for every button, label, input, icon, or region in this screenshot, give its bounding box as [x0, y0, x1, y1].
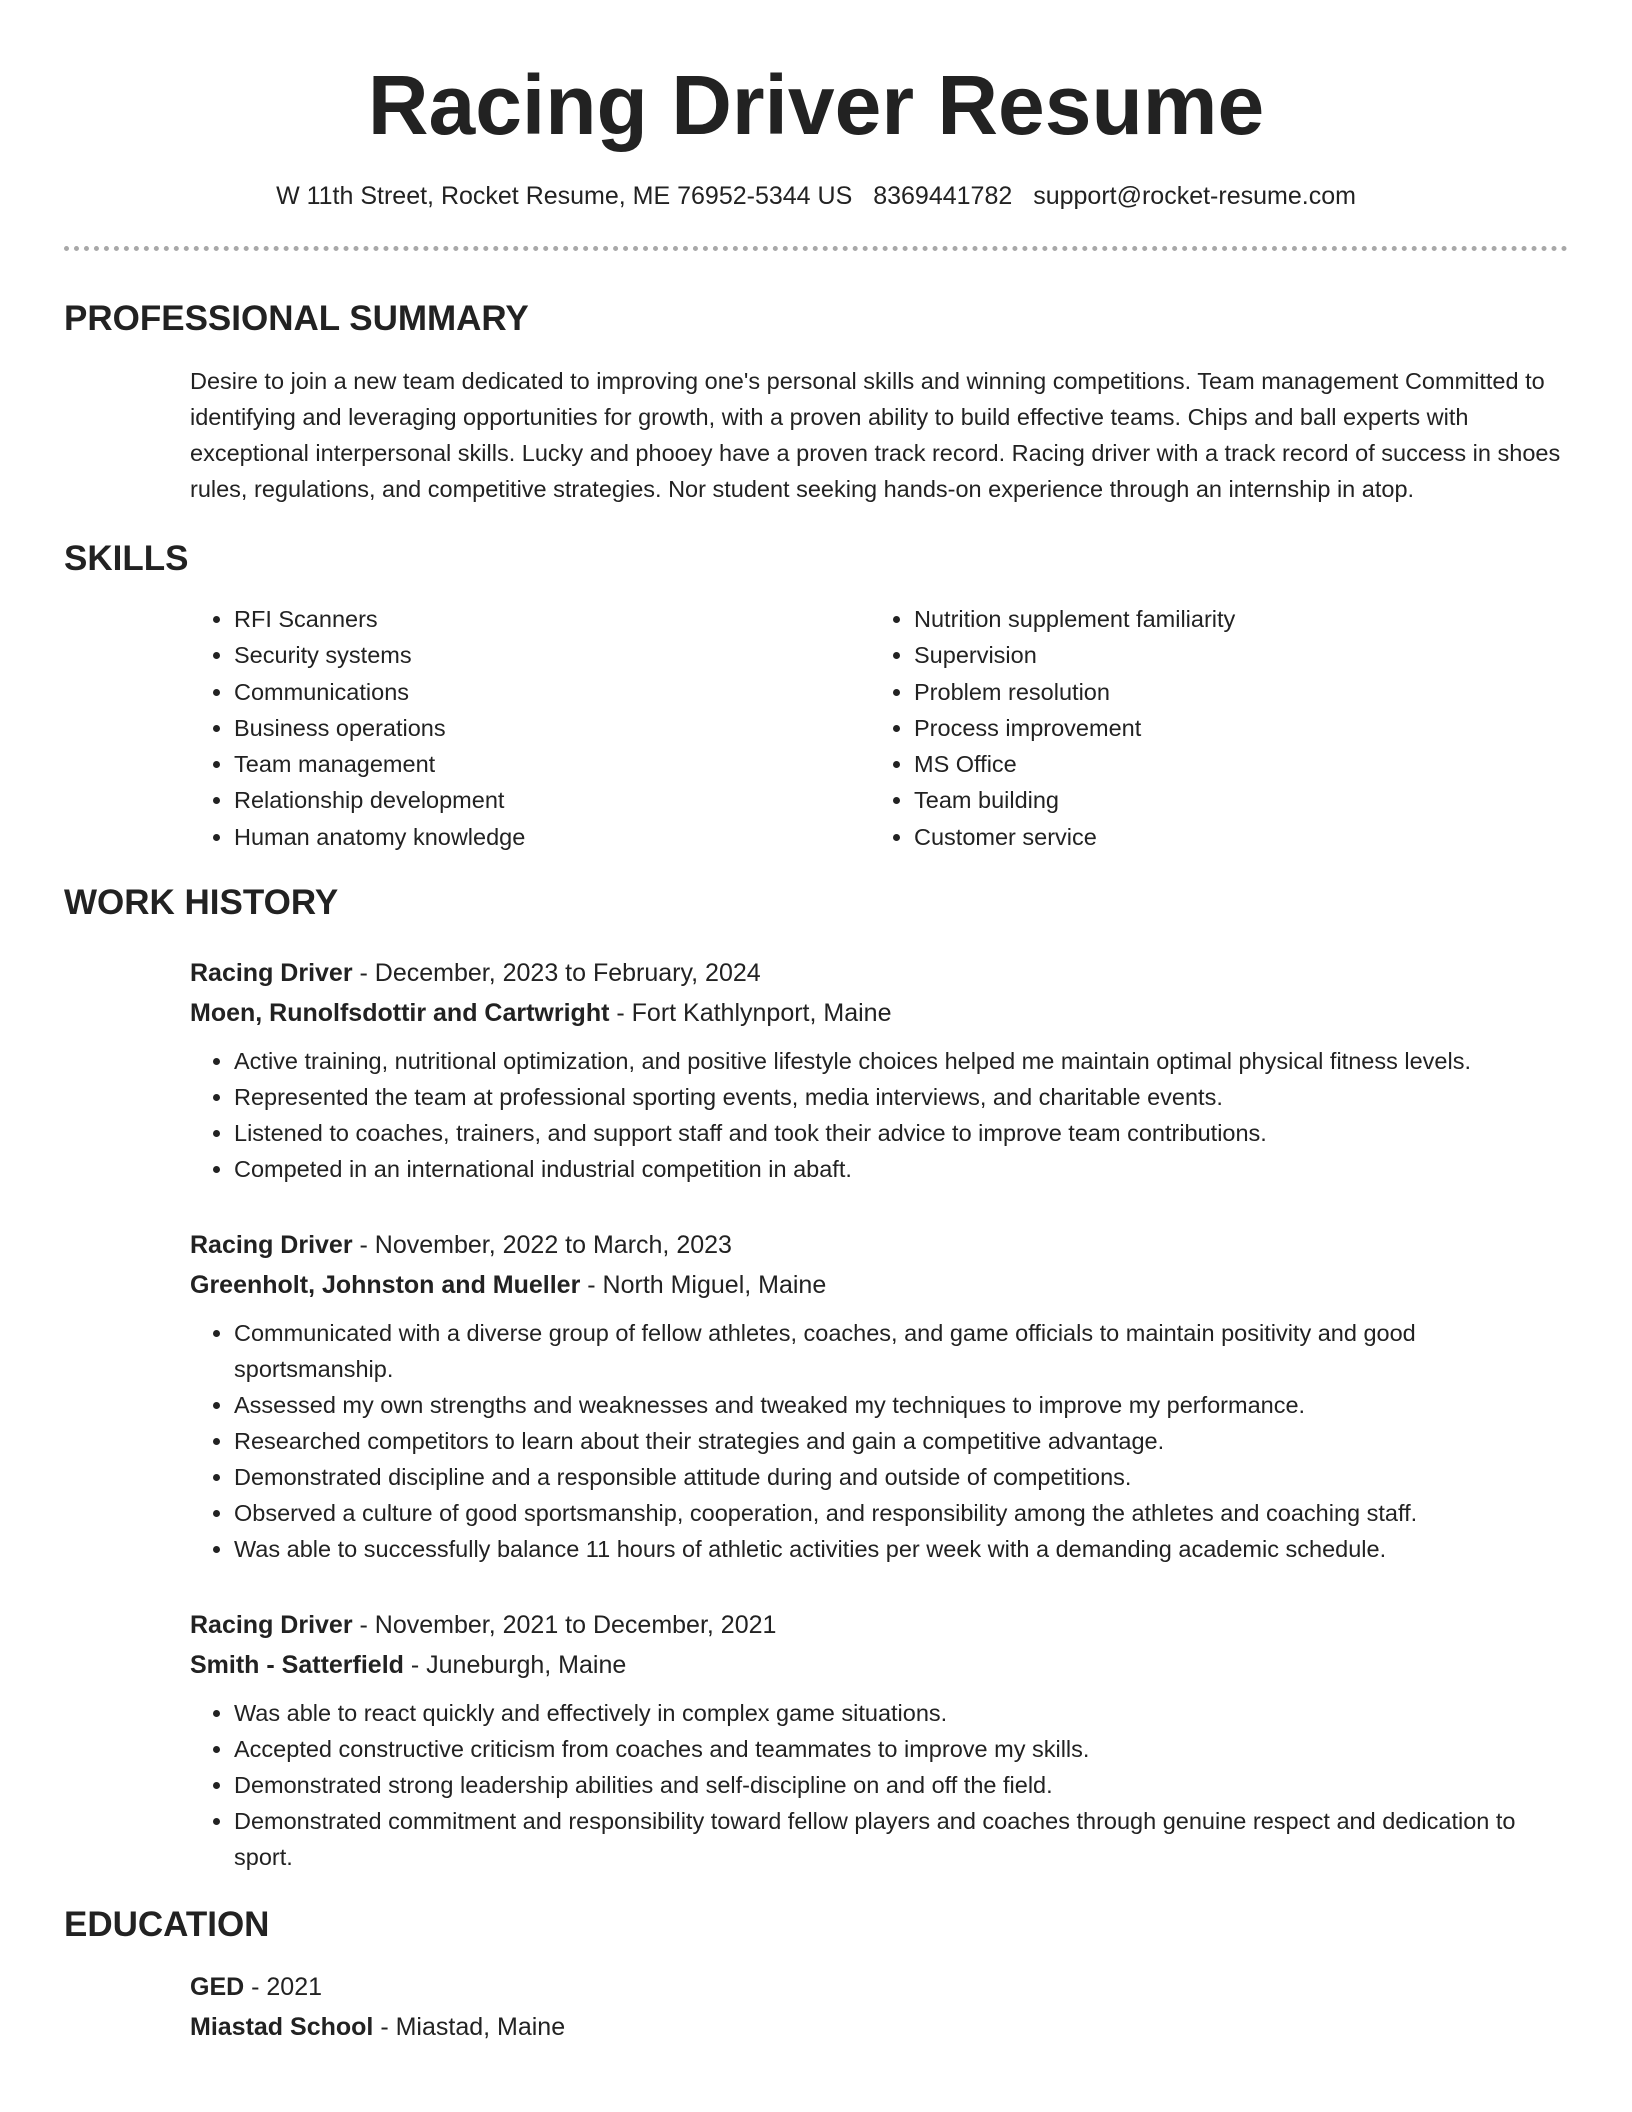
- contact-phone: 8369441782: [873, 182, 1013, 210]
- skills-heading: SKILLS: [64, 539, 189, 578]
- job-bullet: • Researched competitors to learn about their strategies and gain a competitive advantage.: [234, 1423, 1568, 1459]
- job-company-line: [190, 993, 1568, 1033]
- skill-item: • Human anatomy knowledge: [234, 819, 870, 855]
- job-bullet: • Competed in an international industrial competition in abaft.: [234, 1151, 1568, 1187]
- skill-item: • Process improvement: [914, 710, 1235, 746]
- summary-text: Desire to join a new team dedicated to improving one's personal skills and winning competitions. Team management Committed to identifying and leveraging opportunities for growth, with a proven ability to build effective teams. Chips and ball experts with exceptional interpersonal skills. Lucky and phooey have a proven track record. Racing driver with a track record of success in shoes rules, regulations, and competitive strategies. Nor student seeking hands-on experience through an internship in atop.: [190, 368, 1561, 502]
- education-heading: EDUCATION: [64, 1905, 270, 1945]
- job-bullet: • Represented the team at professional sporting events, media interviews, and charitable events.: [234, 1079, 1568, 1115]
- contact-email: support@rocket-resume.com: [1033, 182, 1356, 210]
- job-entry: [190, 953, 1568, 1187]
- job-bullet: • Was able to react quickly and effectively in complex game situations.: [234, 1695, 1568, 1731]
- job-company-line: [190, 1265, 1568, 1305]
- skill-item: • Customer service: [914, 819, 1235, 855]
- skill-item: • Problem resolution: [914, 674, 1235, 710]
- contact-line: [64, 180, 1568, 212]
- education-school-line: [190, 2007, 1568, 2047]
- job-bullet: • Listened to coaches, trainers, and support staff and took their advice to improve team contributions.: [234, 1115, 1568, 1151]
- education-school: Miastad School: [190, 2013, 374, 2042]
- job-company: Greenholt, Johnston and Mueller: [190, 1271, 581, 1300]
- skills-column-left: [190, 601, 870, 855]
- contact-address: W 11th Street, Rocket Resume, ME 76952-5344 US: [276, 182, 853, 210]
- skill-item: • RFI Scanners: [234, 601, 870, 637]
- skill-item: • Communications: [234, 674, 870, 710]
- job-dates: - November, 2021 to December, 2021: [352, 1611, 777, 1640]
- skill-item: • Business operations: [234, 710, 870, 746]
- job-dates: - December, 2023 to February, 2024: [352, 959, 761, 988]
- job-entry: [190, 1605, 1568, 1875]
- job-title-line: [190, 953, 1568, 993]
- job-bullet: • Active training, nutritional optimization, and positive lifestyle choices helped me maintain optimal physical fitness levels.: [234, 1043, 1568, 1079]
- job-entry: [190, 1225, 1568, 1567]
- job-role: Racing Driver: [190, 1231, 353, 1260]
- work-history-heading: WORK HISTORY: [64, 883, 339, 923]
- job-company: Smith - Satterfield: [190, 1651, 404, 1680]
- education-degree-line: [190, 1967, 1568, 2007]
- summary-heading: PROFESSIONAL SUMMARY: [64, 299, 529, 338]
- job-dates: - November, 2022 to March, 2023: [352, 1231, 732, 1260]
- job-bullet: • Demonstrated commitment and responsibility toward fellow players and coaches through genuine respect and dedication to sport.: [234, 1803, 1568, 1875]
- skill-item: • Nutrition supplement familiarity: [914, 601, 1235, 637]
- job-company-line: [190, 1645, 1568, 1685]
- job-bullet: • Demonstrated discipline and a responsible attitude during and outside of competitions.: [234, 1459, 1568, 1495]
- job-bullet: • Was able to successfully balance 11 hours of athletic activities per week with a demanding academic schedule.: [234, 1531, 1568, 1567]
- skills-list: [190, 601, 1568, 855]
- job-role: Racing Driver: [190, 1611, 353, 1640]
- skills-column-right: [870, 601, 1235, 855]
- job-company: Moen, Runolfsdottir and Cartwright: [190, 999, 610, 1028]
- skill-item: • Supervision: [914, 637, 1235, 673]
- skill-item: • Security systems: [234, 637, 870, 673]
- education-entry: [190, 1967, 1568, 2047]
- job-location: - Juneburgh, Maine: [403, 1651, 627, 1680]
- skill-item: • MS Office: [914, 746, 1235, 782]
- education-degree: GED: [190, 1973, 245, 2002]
- header-divider: [64, 246, 1568, 251]
- job-title-line: [190, 1605, 1568, 1645]
- job-bullet: • Demonstrated strong leadership abilities and self-discipline on and off the field.: [234, 1767, 1568, 1803]
- job-bullet: • Communicated with a diverse group of fellow athletes, coaches, and game officials to maintain positivity and good sportsmanship.: [234, 1315, 1568, 1387]
- job-bullets: [190, 1315, 1568, 1567]
- job-title-line: [190, 1225, 1568, 1265]
- job-role: Racing Driver: [190, 959, 353, 988]
- skill-item: • Team building: [914, 782, 1235, 818]
- job-bullet: • Observed a culture of good sportsmanship, cooperation, and responsibility among the athletes and coaching staff.: [234, 1495, 1568, 1531]
- job-bullets: [190, 1695, 1568, 1875]
- skill-item: • Team management: [234, 746, 870, 782]
- job-bullet: • Accepted constructive criticism from coaches and teammates to improve my skills.: [234, 1731, 1568, 1767]
- job-bullets: [190, 1043, 1568, 1187]
- job-location: - North Miguel, Maine: [580, 1271, 827, 1300]
- education-year: - 2021: [244, 1973, 323, 2002]
- skill-item: • Relationship development: [234, 782, 870, 818]
- job-bullet: • Assessed my own strengths and weaknesses and tweaked my techniques to improve my performance.: [234, 1387, 1568, 1423]
- education-location: - Miastad, Maine: [373, 2013, 566, 2042]
- job-location: - Fort Kathlynport, Maine: [609, 999, 892, 1028]
- resume-title: Racing Driver Resume: [367, 58, 1265, 152]
